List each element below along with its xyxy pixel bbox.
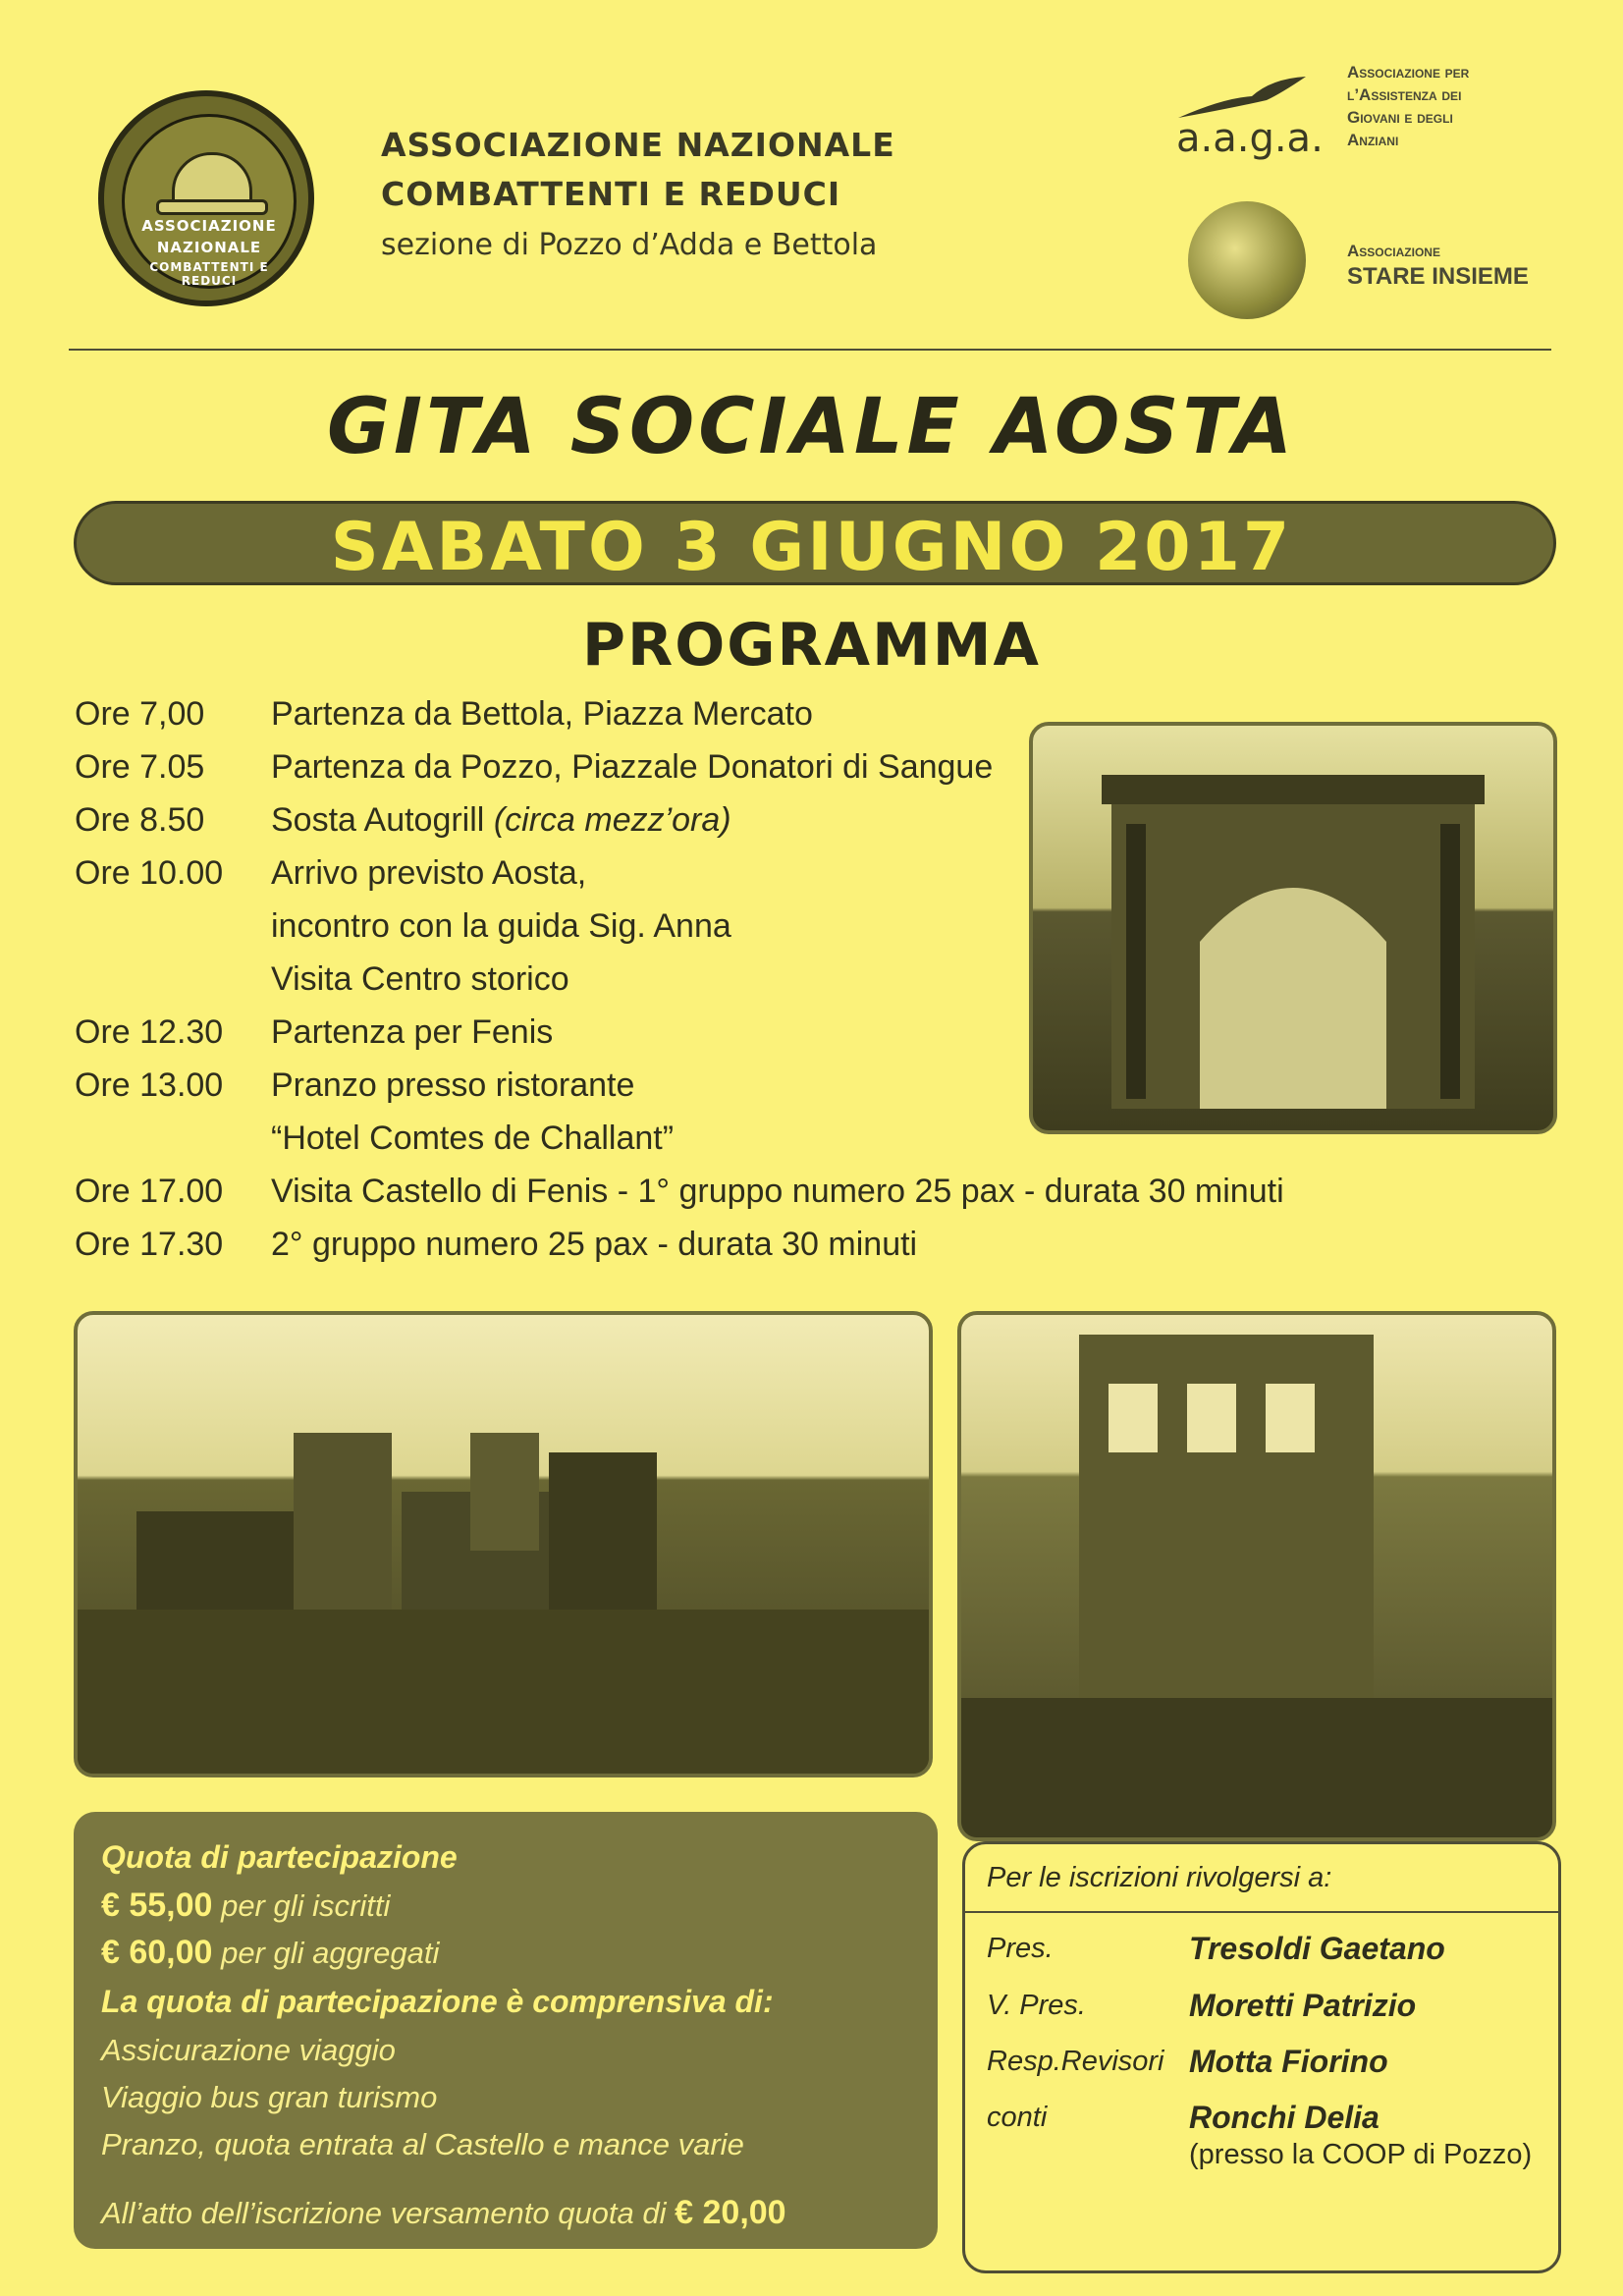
roman-theatre-photo (957, 1311, 1556, 1841)
contact-note: (presso la COOP di Pozzo) (1189, 2139, 1533, 2170)
program-note: (circa mezz’ora) (493, 801, 731, 839)
price-members-label: per gli iscritti (221, 1888, 391, 1923)
include-item: Viaggio bus gran turismo (101, 2080, 438, 2114)
program-item (75, 695, 813, 742)
program-desc: Partenza da Pozzo, Piazzale Donatori di Sangue (271, 748, 994, 786)
stare-label: Associazione (1347, 242, 1440, 260)
contact-name: Motta Fiorino (1189, 2044, 1388, 2079)
event-date: SABATO 3 GIUGNO 2017 (330, 509, 1293, 586)
include-item: Assicurazione viaggio (101, 2033, 396, 2067)
price-members: € 55,00 (101, 1886, 213, 1924)
program-desc: 2° gruppo numero 25 pax - durata 30 minuti (271, 1226, 918, 1263)
program-desc-cont: “Hotel Comtes de Challant” (271, 1120, 675, 1157)
contacts-box (962, 1841, 1561, 2273)
contact-role: conti (987, 2102, 1048, 2133)
aaga-name-line2: l’Assistenza dei (1347, 85, 1462, 104)
quota-box (74, 1812, 938, 2249)
contact-name: Tresoldi Gaetano (1189, 1931, 1445, 1966)
program-desc-cont: Visita Centro storico (271, 960, 569, 998)
quota-heading: Quota di partecipazione (101, 1839, 458, 1875)
program-item (75, 1066, 635, 1114)
program-time: Ore 10.00 (75, 854, 224, 892)
aaga-name-line1: Associazione per (1347, 63, 1470, 82)
arch-illustration (1033, 726, 1553, 1130)
price-others-label: per gli aggregati (221, 1936, 440, 1970)
contact-role: Resp.Revisori (987, 2046, 1164, 2077)
org-name-line1: ASSOCIAZIONE NAZIONALE (381, 126, 895, 164)
emblem-text-2: NAZIONALE (156, 239, 262, 256)
program-desc: Sosta Autogrill (271, 801, 485, 839)
program-time: Ore 12.30 (75, 1013, 224, 1051)
program-desc-cont: incontro con la guida Sig. Anna (271, 907, 731, 945)
program-time: Ore 17.30 (75, 1226, 224, 1263)
program-time: Ore 8.50 (75, 801, 205, 839)
include-item: Pranzo, quota entrata al Castello e mance varie (101, 2127, 744, 2161)
castle-illustration (78, 1315, 929, 1774)
program-desc: Pranzo presso ristorante (271, 1066, 635, 1104)
program-time: Ore 17.00 (75, 1173, 224, 1210)
header-divider (69, 349, 1551, 351)
program-desc: Arrivo previsto Aosta, (271, 854, 587, 892)
program-desc: Partenza per Fenis (271, 1013, 554, 1051)
org-name-line2: COMBATTENTI E REDUCI (381, 175, 841, 213)
program-heading: PROGRAMMA (582, 611, 1041, 680)
aaga-logo: a.a.g.a. (1176, 116, 1324, 161)
program-item (75, 801, 731, 848)
emblem-text-1: ASSOCIAZIONE (141, 217, 277, 235)
aaga-name-line3: Giovani e degli (1347, 108, 1453, 127)
program-item (75, 1013, 554, 1061)
aaga-name-line4: Anziani (1347, 131, 1399, 149)
deposit-text: All’atto dell’iscrizione versamento quota di (101, 2196, 667, 2230)
globe-icon (1188, 201, 1306, 319)
program-time: Ore 7.05 (75, 748, 205, 786)
program-item (75, 1173, 1284, 1220)
contact-role: V. Pres. (987, 1990, 1086, 2021)
includes-heading: La quota di partecipazione è comprensiva di: (101, 1984, 774, 2019)
program-item (75, 854, 587, 902)
arch-photo (1029, 722, 1557, 1134)
ancr-emblem-logo (98, 90, 314, 306)
contacts-divider (965, 1911, 1558, 1913)
contact-name: Moretti Patrizio (1189, 1988, 1417, 2023)
org-section: sezione di Pozzo d’Adda e Bettola (381, 228, 878, 262)
stare-name: STARE INSIEME (1347, 263, 1529, 290)
program-time: Ore 7,00 (75, 695, 205, 733)
program-time: Ore 13.00 (75, 1066, 224, 1104)
program-desc: Partenza da Bettola, Piazza Mercato (271, 695, 813, 733)
contact-role: Pres. (987, 1933, 1054, 1964)
page-title: GITA SOCIALE AOSTA (327, 383, 1296, 471)
program-desc: Visita Castello di Fenis - 1° gruppo numero 25 pax - durata 30 minuti (271, 1173, 1284, 1210)
emblem-text-3: COMBATTENTI E REDUCI (149, 260, 269, 288)
price-others: € 60,00 (101, 1934, 213, 1971)
program-item (75, 1226, 918, 1273)
castle-photo (74, 1311, 933, 1777)
theatre-illustration (961, 1315, 1552, 1837)
contact-name: Ronchi Delia (1189, 2100, 1380, 2135)
deposit-amount: € 20,00 (675, 2194, 786, 2231)
program-item (75, 748, 994, 795)
contacts-heading: Per le iscrizioni rivolgersi a: (987, 1862, 1332, 1893)
